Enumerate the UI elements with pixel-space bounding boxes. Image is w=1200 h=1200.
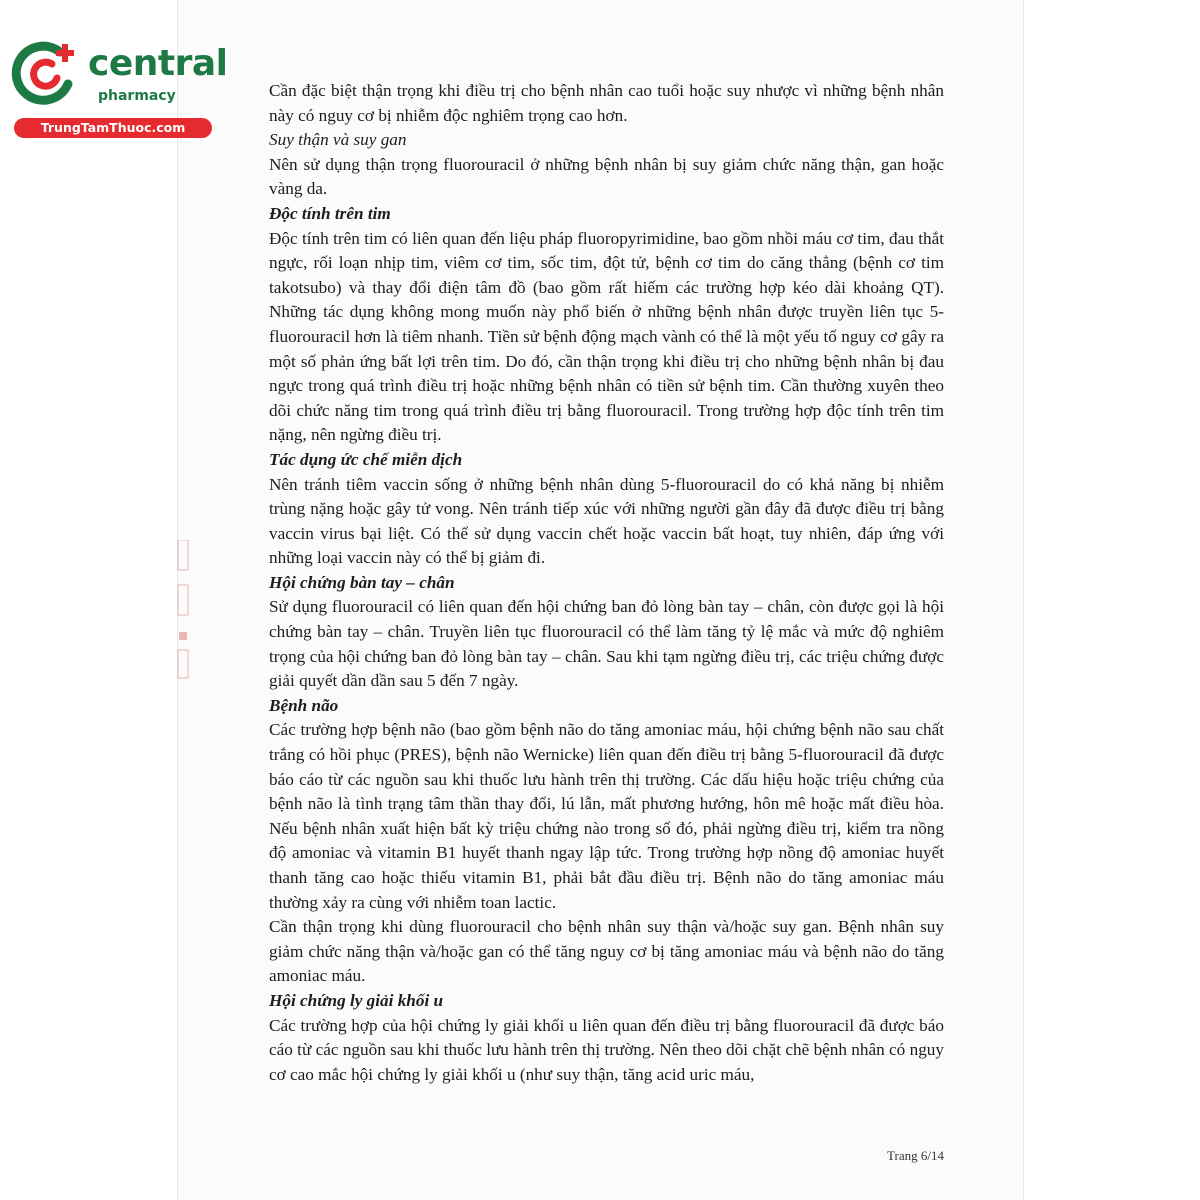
logo-sub-text: pharmacy [98, 88, 176, 104]
logo-site-banner: TrungTamThuoc.com [14, 118, 212, 138]
pharmacy-cross-icon [10, 38, 82, 110]
heading-renal-hepatic: Suy thận và suy gan [269, 130, 407, 150]
heading-encephalopathy: Bệnh não [269, 695, 339, 715]
central-pharmacy-logo[interactable] [10, 38, 228, 138]
paragraph-tumor-lysis: Các trường hợp của hội chứng ly giải khối u liên quan đến điều trị bằng fluorouracil đã được báo cáo từ các nguồn sau khi thuốc lưu hành trên thị trường. Nên theo dõi chặt chẽ bệnh nhân có nguy cơ cao mắc hội chứng ly giải khối u (như suy thận, tăng acid uric máu, [269, 1015, 944, 1084]
paragraph-encephalopathy: Các trường hợp bệnh não (bao gồm bệnh não do tăng amoniac máu, hội chứng bệnh não sau chất trắng có hồi phục (PRES), bệnh não Wernicke) liên quan đến điều trị bằng 5-fluorouracil đã được báo cáo từ các nguồn sau khi thuốc lưu hành trên thị trường. Các dấu hiệu hoặc triệu chứng của bệnh não là tình trạng tâm thần thay đổi, lú lẫn, mất phương hướng, hôn mê hoặc mất điều hòa. Nếu bệnh nhân xuất hiện bất kỳ triệu chứng nào trong số đó, phải ngừng điều trị, kiểm tra nồng độ amoniac và vitamin B1 huyết thanh ngay lập tức. Trong trường hợp nồng độ amoniac huyết thanh tăng cao hoặc thiếu vitamin B1, phải bắt đầu điều trị. Bệnh não do tăng amoniac máu thường xảy ra cùng với nhiễm toan lactic. [269, 720, 944, 912]
paragraph-cardiotoxicity: Độc tính trên tim có liên quan đến liệu pháp fluoropyrimidine, bao gồm nhồi máu cơ tim, đau thắt ngực, rối loạn nhịp tim, viêm cơ tim, sốc tim, đột tử, bệnh cơ tim do căng thẳng (bệnh cơ tim takotsubo) và thay đổi điện tâm đồ (bao gồm rất hiếm các trường hợp kéo dài khoảng QT). Những tác dụng không mong muốn này phổ biến ở những bệnh nhân được truyền liên tục 5-fluorouracil hơn là tiêm nhanh. Tiền sử bệnh động mạch vành có thể là một yếu tố nguy cơ gây ra một số phản ứng bất lợi trên tim. Do đó, cần thận trọng khi điều trị cho những bệnh nhân bị đau ngực trong quá trình điều trị hoặc những bệnh nhân có tiền sử bệnh tim. Cần thường xuyên theo dõi chức năng tim trong quá trình điều trị bằng fluorouracil. Trong trường hợp độc tính trên tim nặng, nên ngừng điều trị. [269, 228, 944, 445]
paragraph-renal-hepatic: Nên sử dụng thận trọng fluorouracil ở những bệnh nhân bị suy giảm chức năng thận, gan hoặc vàng da. [269, 154, 944, 199]
paragraph-encephalopathy-caution: Cần thận trọng khi dùng fluorouracil cho bệnh nhân suy thận và/hoặc suy gan. Bệnh nhân suy giảm chức năng thận và/hoặc gan có thể tăng nguy cơ bị tăng amoniac máu và bệnh não do tăng amoniac máu. [269, 917, 944, 986]
logo-brand-text: central [88, 43, 228, 84]
heading-immunosuppression: Tác dụng ức chế miễn dịch [269, 449, 463, 469]
paragraph-hand-foot-syndrome: Sử dụng fluorouracil có liên quan đến hội chứng ban đỏ lòng bàn tay – chân, còn được gọi là hội chứng bàn tay – chân. Truyền liên tục fluorouracil có thể làm tăng tỷ lệ mắc và mức độ nghiêm trọng của hội chứng ban đỏ lòng bàn tay – chân. Sau khi tạm ngừng điều trị, các triệu chứng được giải quyết dần dần sau 5 đến 7 ngày. [269, 597, 944, 691]
document-body [269, 79, 944, 1087]
margin-stamp-mark [176, 540, 190, 680]
heading-tumor-lysis: Hội chứng ly giải khối u [269, 990, 444, 1010]
paragraph-elderly-caution: Cần đặc biệt thận trọng khi điều trị cho bệnh nhân cao tuổi hoặc suy nhược vì những bệnh nhân này có nguy cơ bị nhiễm độc nghiêm trọng cao hơn. [269, 81, 944, 125]
heading-hand-foot-syndrome: Hội chứng bàn tay – chân [269, 572, 455, 592]
paragraph-immunosuppression: Nên tránh tiêm vaccin sống ở những bệnh nhân dùng 5-fluorouracil do có khả năng bị nhiễm trùng nặng hoặc gây tử vong. Nên tránh tiếp xúc với những người gần đây đã được điều trị bằng vaccin virus bại liệt. Có thể sử dụng vaccin chết hoặc vaccin bất hoạt, tuy nhiên, đáp ứng với những loại vaccin này có thể bị giảm đi. [269, 474, 944, 568]
page-number: Trang 6/14 [887, 1148, 944, 1163]
heading-cardiotoxicity: Độc tính trên tim [269, 203, 391, 223]
